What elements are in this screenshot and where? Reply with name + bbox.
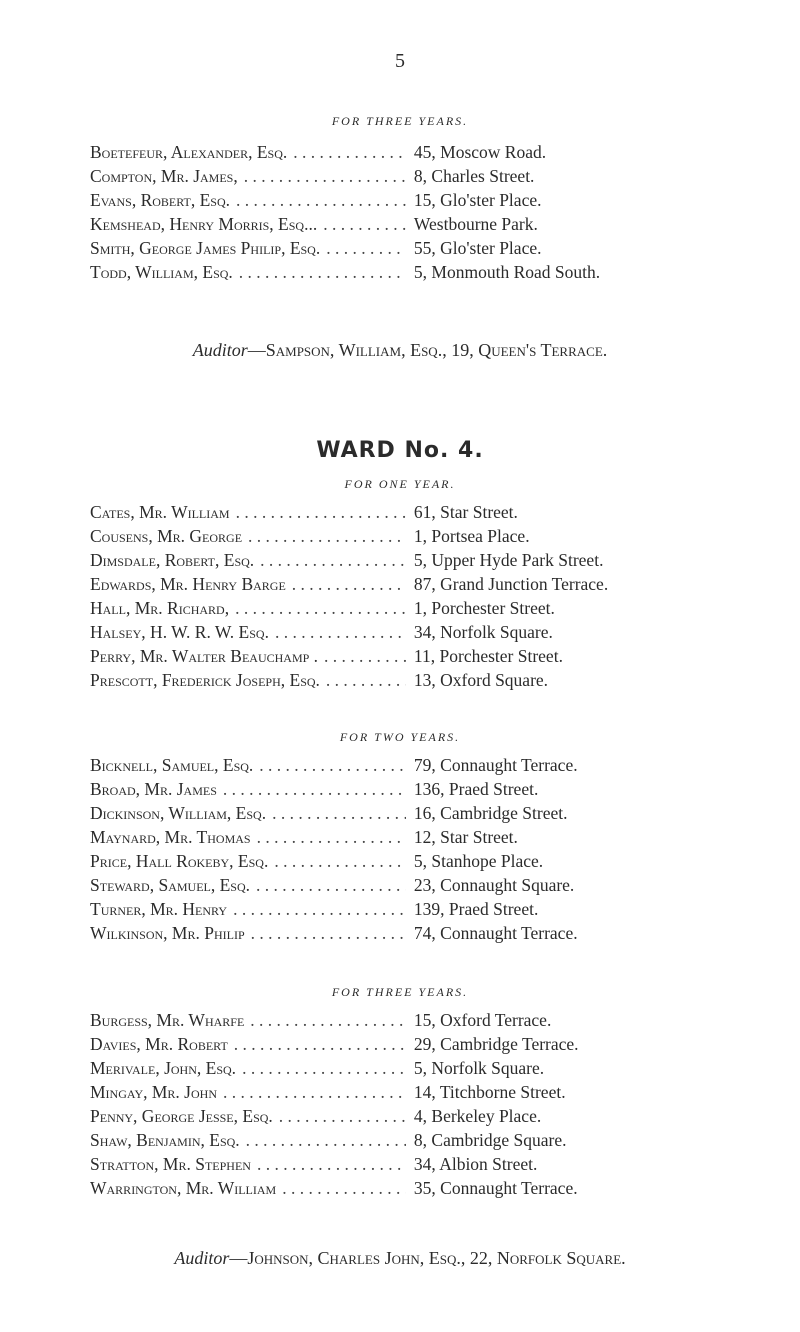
entry-row	[90, 596, 715, 620]
entry-name: Penny, George Jesse, Esq.	[90, 1106, 273, 1126]
entry-row	[90, 164, 715, 188]
entry-row	[90, 1008, 715, 1032]
entry-name-cell	[90, 801, 406, 825]
entry-name-cell	[90, 236, 406, 260]
entry-name: Hall, Mr. Richard,	[90, 598, 230, 618]
dot-leader	[272, 801, 406, 825]
auditor-label: Auditor	[192, 340, 248, 360]
entry-name: Kemshead, Henry Morris, Esq...	[90, 214, 318, 234]
entry-name-cell	[90, 777, 406, 801]
dot-leader	[242, 1056, 406, 1080]
entry-name-cell	[90, 1176, 406, 1200]
entry-name: Dickinson, William, Esq.	[90, 803, 267, 823]
dot-leader	[223, 1080, 406, 1104]
entry-address: 15, Oxford Terrace.	[413, 1010, 552, 1030]
entry-address: 8, Charles Street.	[413, 166, 535, 186]
dot-leader	[244, 164, 406, 188]
dot-leader	[236, 500, 406, 524]
entry-row	[90, 777, 715, 801]
entry-name-cell	[90, 572, 406, 596]
entry-name-cell	[90, 620, 406, 644]
dot-leader	[293, 140, 406, 164]
entry-name-cell	[90, 1032, 406, 1056]
entry-row	[90, 260, 715, 284]
entry-list-top	[90, 140, 715, 284]
dot-leader	[260, 548, 406, 572]
entry-row	[90, 1128, 715, 1152]
dot-leader	[282, 1176, 406, 1200]
dot-leader	[292, 572, 406, 596]
entry-name: Dimsdale, Robert, Esq.	[90, 550, 255, 570]
entry-name: Stratton, Mr. Stephen	[90, 1154, 251, 1174]
entry-address: 79, Connaught Terrace.	[413, 755, 578, 775]
entry-row	[90, 644, 715, 668]
entry-row	[90, 1104, 715, 1128]
dot-leader	[274, 849, 406, 873]
auditor-label: Auditor	[174, 1248, 230, 1268]
dot-leader	[324, 644, 406, 668]
entry-address: 35, Connaught Terrace.	[413, 1178, 578, 1198]
dot-leader	[256, 873, 406, 897]
entry-address: 55, Glo'ster Place.	[413, 238, 542, 258]
entry-name-cell	[90, 753, 406, 777]
entry-name-cell	[90, 921, 406, 945]
section-heading-two-years: FOR TWO YEARS.	[339, 730, 461, 744]
auditor-line-top	[0, 340, 800, 361]
dot-leader	[250, 1008, 406, 1032]
entry-name-cell	[90, 873, 406, 897]
entry-row	[90, 849, 715, 873]
entry-row	[90, 1176, 715, 1200]
entry-name-cell	[90, 1128, 406, 1152]
dot-leader	[239, 260, 406, 284]
entry-address: 136, Praed Street.	[413, 779, 539, 799]
auditor-value: —Sampson, William, Esq., 19, Queen's Terrace.	[247, 340, 608, 360]
dot-leader	[233, 897, 406, 921]
entry-name-cell	[90, 548, 406, 572]
entry-address: 16, Cambridge Street.	[413, 803, 568, 823]
entry-name: Turner, Mr. Henry	[90, 899, 228, 919]
dot-leader	[275, 620, 406, 644]
entry-list-two-years	[90, 753, 715, 945]
entry-address: 5, Stanhope Place.	[413, 851, 544, 871]
entry-name: Merivale, John, Esq.	[90, 1058, 237, 1078]
entry-name: Cates, Mr. William	[90, 502, 230, 522]
entry-address: 15, Glo'ster Place.	[413, 190, 542, 210]
entry-name: Todd, William, Esq.	[90, 262, 233, 282]
entry-row	[90, 801, 715, 825]
dot-leader	[257, 1152, 406, 1176]
entry-name: Perry, Mr. Walter Beauchamp .	[90, 646, 319, 666]
entry-name: Edwards, Mr. Henry Barge	[90, 574, 286, 594]
entry-name: Prescott, Frederick Joseph, Esq.	[90, 670, 320, 690]
entry-row	[90, 572, 715, 596]
entry-address: 23, Connaught Square.	[413, 875, 575, 895]
entry-name: Shaw, Benjamin, Esq.	[90, 1130, 240, 1150]
dot-leader	[251, 921, 406, 945]
entry-address: 5, Upper Hyde Park Street.	[413, 550, 604, 570]
entry-name-cell	[90, 1080, 406, 1104]
entry-row	[90, 897, 715, 921]
entry-row	[90, 548, 715, 572]
entry-name-cell	[90, 140, 406, 164]
entry-name-cell	[90, 849, 406, 873]
entry-name-cell	[90, 1008, 406, 1032]
entry-address: 1, Porchester Street.	[413, 598, 555, 618]
entry-name: Price, Hall Rokeby, Esq.	[90, 851, 269, 871]
dot-leader	[234, 1032, 406, 1056]
entry-address: 8, Cambridge Square.	[413, 1130, 567, 1150]
entry-name: Evans, Robert, Esq.	[90, 190, 231, 210]
dot-leader	[223, 777, 406, 801]
entry-row	[90, 212, 715, 236]
entry-name-cell	[90, 188, 406, 212]
dot-leader	[326, 668, 406, 692]
entry-row	[90, 524, 715, 548]
entry-name-cell	[90, 644, 406, 668]
entry-address: 14, Titchborne Street.	[413, 1082, 566, 1102]
entry-row	[90, 1032, 715, 1056]
entry-row	[90, 753, 715, 777]
entry-row	[90, 140, 715, 164]
entry-name: Bicknell, Samuel, Esq.	[90, 755, 254, 775]
dot-leader	[235, 596, 406, 620]
entry-address: 29, Cambridge Terrace.	[413, 1034, 579, 1054]
entry-name-cell	[90, 897, 406, 921]
entry-row	[90, 500, 715, 524]
section-heading-one-year: FOR ONE YEAR.	[344, 477, 456, 491]
ward-title: WARD No. 4.	[316, 438, 484, 463]
entry-name: Maynard, Mr. Thomas	[90, 827, 251, 847]
section-heading-three-years: FOR THREE YEARS.	[331, 985, 469, 999]
entry-name: Broad, Mr. James	[90, 779, 217, 799]
entry-name-cell	[90, 596, 406, 620]
dot-leader	[257, 825, 406, 849]
entry-address: 139, Praed Street.	[413, 899, 539, 919]
entry-name: Cousens, Mr. George	[90, 526, 243, 546]
section-heading-three-years-top: FOR THREE YEARS.	[331, 114, 469, 128]
entry-address: 34, Albion Street.	[413, 1154, 538, 1174]
entry-row	[90, 825, 715, 849]
entry-row	[90, 873, 715, 897]
auditor-value: —Johnson, Charles John, Esq., 22, Norfolk Square.	[229, 1248, 626, 1268]
dot-leader	[248, 524, 406, 548]
entry-address: 11, Porchester Street.	[413, 646, 563, 666]
dot-leader	[259, 753, 406, 777]
entry-address: 34, Norfolk Square.	[413, 622, 553, 642]
entry-name: Warrington, Mr. William	[90, 1178, 277, 1198]
auditor-line-bottom	[0, 1248, 800, 1269]
entry-name-cell	[90, 825, 406, 849]
dot-leader	[279, 1104, 406, 1128]
entry-address: 61, Star Street.	[413, 502, 518, 522]
entry-name-cell	[90, 1056, 406, 1080]
dot-leader	[323, 212, 406, 236]
entry-name-cell	[90, 524, 406, 548]
entry-row	[90, 1080, 715, 1104]
dot-leader	[236, 188, 406, 212]
entry-address: 4, Berkeley Place.	[413, 1106, 542, 1126]
entry-name-cell	[90, 212, 406, 236]
entry-row	[90, 620, 715, 644]
entry-name-cell	[90, 1152, 406, 1176]
dot-leader	[246, 1128, 406, 1152]
entry-row	[90, 1056, 715, 1080]
entry-name: Davies, Mr. Robert	[90, 1034, 228, 1054]
entry-address: 12, Star Street.	[413, 827, 518, 847]
dot-leader	[326, 236, 406, 260]
entry-name: Boetefeur, Alexander, Esq.	[90, 142, 288, 162]
entry-name-cell	[90, 164, 406, 188]
entry-name: Smith, George James Philip, Esq.	[90, 238, 321, 258]
entry-address: 45, Moscow Road.	[413, 142, 547, 162]
entry-row	[90, 668, 715, 692]
entry-row	[90, 236, 715, 260]
entry-list-one-year	[90, 500, 715, 692]
entry-address: Westbourne Park.	[413, 214, 538, 234]
entry-name-cell	[90, 668, 406, 692]
entry-row	[90, 1152, 715, 1176]
page-number: 5	[395, 50, 405, 72]
entry-name-cell	[90, 260, 406, 284]
entry-name: Mingay, Mr. John	[90, 1082, 217, 1102]
entry-address: 87, Grand Junction Terrace.	[413, 574, 609, 594]
entry-name: Compton, Mr. James,	[90, 166, 238, 186]
entry-address: 13, Oxford Square.	[413, 670, 549, 690]
entry-name: Burgess, Mr. Wharfe	[90, 1010, 245, 1030]
entry-name: Steward, Samuel, Esq.	[90, 875, 251, 895]
entry-name: Halsey, H. W. R. W. Esq.	[90, 622, 269, 642]
entry-address: 5, Norfolk Square.	[413, 1058, 545, 1078]
entry-name: Wilkinson, Mr. Philip	[90, 923, 245, 943]
entry-address: 1, Portsea Place.	[413, 526, 530, 546]
entry-row	[90, 921, 715, 945]
entry-name-cell	[90, 500, 406, 524]
entry-address: 5, Monmouth Road South.	[413, 262, 601, 282]
entry-name-cell	[90, 1104, 406, 1128]
entry-address: 74, Connaught Terrace.	[413, 923, 578, 943]
entry-row	[90, 188, 715, 212]
entry-list-three-years	[90, 1008, 715, 1200]
